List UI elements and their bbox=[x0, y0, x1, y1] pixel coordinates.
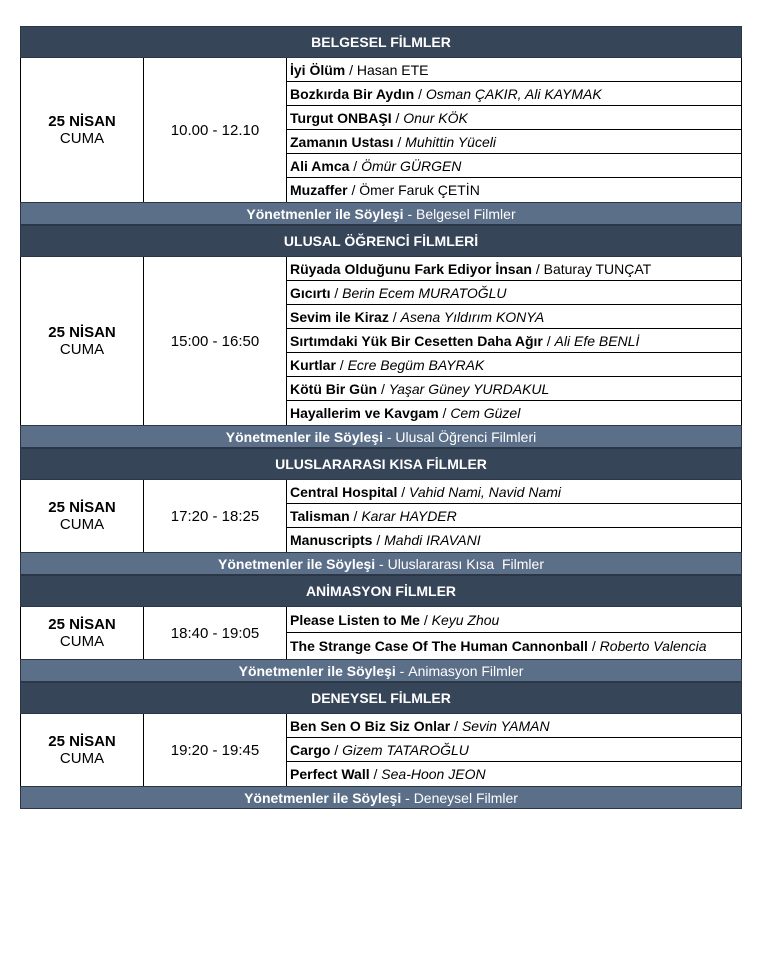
film-director: Ömer Faruk ÇETİN bbox=[359, 182, 480, 198]
film-row bbox=[287, 528, 741, 552]
q-and-a-topic: Belgesel Filmler bbox=[416, 205, 516, 222]
date-cell bbox=[21, 257, 144, 425]
separator: / bbox=[587, 638, 600, 654]
q-and-a-label: Yönetmenler ile Söyleşi bbox=[218, 555, 376, 572]
q-and-a-row bbox=[20, 425, 742, 448]
time-cell: 17:20 - 18:25 bbox=[144, 480, 287, 552]
film-title: Muzaffer bbox=[290, 182, 348, 198]
separator: / bbox=[531, 260, 544, 277]
film-director: Mahdi IRAVANI bbox=[384, 532, 481, 548]
film-row bbox=[287, 353, 741, 377]
film-director: Onur KÖK bbox=[403, 109, 468, 126]
film-director: Muhittin Yüceli bbox=[405, 133, 496, 150]
date-label: 25 NİSAN bbox=[48, 499, 116, 516]
q-and-a-topic: Uluslararası Kısa Filmler bbox=[387, 555, 544, 572]
section-header: ULUSAL ÖĞRENCİ FİLMLERİ bbox=[20, 225, 742, 257]
film-title: Turgut ONBAŞI bbox=[290, 109, 392, 126]
film-row bbox=[287, 480, 741, 504]
separator: / bbox=[419, 611, 432, 628]
date-cell bbox=[21, 480, 144, 552]
film-director: Vahid Nami, Navid Nami bbox=[409, 483, 562, 500]
film-row bbox=[287, 82, 741, 106]
time-cell: 19:20 - 19:45 bbox=[144, 714, 287, 786]
section-block bbox=[20, 607, 742, 659]
film-row bbox=[287, 762, 741, 786]
film-title: Sevim ile Kiraz bbox=[290, 308, 389, 325]
film-row bbox=[287, 401, 741, 425]
film-director: Ali Efe BENLİ bbox=[554, 332, 640, 349]
q-and-a-label: Yönetmenler ile Söyleşi bbox=[246, 205, 404, 222]
q-and-a-separator: - bbox=[403, 205, 417, 222]
film-title: The Strange Case Of The Human Cannonball bbox=[290, 638, 588, 654]
film-title: Rüyada Olduğunu Fark Ediyor İnsan bbox=[290, 260, 532, 277]
film-director: Yaşar Güney YURDAKUL bbox=[388, 380, 550, 397]
q-and-a-row bbox=[20, 786, 742, 809]
separator: / bbox=[372, 532, 385, 548]
film-list bbox=[287, 58, 741, 202]
film-director: Gizem TATAROĞLU bbox=[342, 741, 469, 758]
film-row bbox=[287, 329, 741, 353]
separator: / bbox=[345, 61, 357, 78]
separator: / bbox=[349, 507, 362, 524]
film-title: Kurtlar bbox=[290, 356, 336, 373]
section-block bbox=[20, 58, 742, 202]
film-director: Berin Ecem MURATOĞLU bbox=[342, 284, 507, 301]
q-and-a-row bbox=[20, 552, 742, 575]
film-row bbox=[287, 714, 741, 738]
film-title: Sırtımdaki Yük Bir Cesetten Daha Ağır bbox=[290, 332, 543, 349]
q-and-a-separator: - bbox=[395, 662, 409, 679]
time-cell: 18:40 - 19:05 bbox=[144, 607, 287, 659]
time-cell: 10.00 - 12.10 bbox=[144, 58, 287, 202]
day-label: CUMA bbox=[59, 750, 105, 767]
separator: / bbox=[377, 380, 389, 397]
film-list bbox=[287, 714, 741, 786]
section-block bbox=[20, 480, 742, 552]
film-title: Central Hospital bbox=[290, 483, 398, 500]
date-cell bbox=[21, 607, 144, 659]
q-and-a-separator: - bbox=[382, 428, 396, 445]
film-row bbox=[287, 58, 741, 82]
date-label: 25 NİSAN bbox=[48, 113, 116, 130]
film-director: Roberto Valencia bbox=[599, 638, 707, 654]
festival-schedule bbox=[20, 26, 742, 809]
film-row bbox=[287, 377, 741, 401]
section-header: ULUSLARARASI KISA FİLMLER bbox=[20, 448, 742, 480]
film-director: Asena Yıldırım KONYA bbox=[400, 308, 545, 325]
film-row bbox=[287, 504, 741, 528]
q-and-a-label: Yönetmenler ile Söyleşi bbox=[225, 428, 383, 445]
separator: / bbox=[330, 741, 343, 758]
film-row bbox=[287, 738, 741, 762]
separator: / bbox=[393, 133, 406, 150]
film-list bbox=[287, 480, 741, 552]
film-list bbox=[287, 607, 741, 659]
film-director: Keyu Zhou bbox=[431, 611, 500, 628]
day-label: CUMA bbox=[59, 130, 105, 147]
separator: / bbox=[542, 332, 555, 349]
film-row bbox=[287, 154, 741, 178]
separator: / bbox=[397, 483, 410, 500]
separator: / bbox=[414, 85, 426, 102]
q-and-a-separator: - bbox=[375, 555, 388, 572]
date-label: 25 NİSAN bbox=[48, 616, 116, 633]
day-label: CUMA bbox=[59, 341, 105, 358]
film-title: Perfect Wall bbox=[290, 766, 370, 782]
film-title: Kötü Bir Gün bbox=[290, 380, 378, 397]
film-title: Please Listen to Me bbox=[290, 611, 420, 628]
separator: / bbox=[388, 308, 401, 325]
q-and-a-topic: Deneysel Filmler bbox=[413, 789, 518, 806]
q-and-a-label: Yönetmenler ile Söyleşi bbox=[244, 789, 402, 806]
separator: / bbox=[450, 717, 462, 734]
film-row bbox=[287, 257, 741, 281]
film-title: Ali Amca bbox=[290, 157, 350, 174]
q-and-a-topic: Animasyon Filmler bbox=[408, 662, 524, 679]
film-row bbox=[287, 281, 741, 305]
film-director: Hasan ETE bbox=[356, 61, 429, 78]
film-director: Sevin YAMAN bbox=[461, 717, 550, 734]
film-title: Zamanın Ustası bbox=[290, 133, 394, 150]
time-cell: 15:00 - 16:50 bbox=[144, 257, 287, 425]
separator: / bbox=[391, 109, 404, 126]
section-block bbox=[20, 714, 742, 786]
film-row bbox=[287, 178, 741, 202]
film-title: Manuscripts bbox=[290, 532, 373, 548]
date-label: 25 NİSAN bbox=[48, 324, 116, 341]
film-title: İyi Ölüm bbox=[290, 61, 346, 78]
film-director: Baturay TUNÇAT bbox=[543, 260, 652, 277]
q-and-a-row bbox=[20, 202, 742, 225]
section-block bbox=[20, 257, 742, 425]
film-director: Osman ÇAKIR, Ali KAYMAK bbox=[425, 85, 602, 102]
film-row bbox=[287, 130, 741, 154]
separator: / bbox=[347, 182, 360, 198]
q-and-a-row bbox=[20, 659, 742, 682]
separator: / bbox=[369, 766, 382, 782]
film-list bbox=[287, 257, 741, 425]
section-header: ANİMASYON FİLMLER bbox=[20, 575, 742, 607]
film-director: Sea-Hoon JEON bbox=[381, 766, 486, 782]
section-header: DENEYSEL FİLMLER bbox=[20, 682, 742, 714]
film-title: Gıcırtı bbox=[290, 284, 331, 301]
separator: / bbox=[438, 405, 451, 421]
film-row bbox=[287, 633, 741, 659]
separator: / bbox=[349, 157, 362, 174]
film-row bbox=[287, 106, 741, 130]
date-cell bbox=[21, 714, 144, 786]
separator: / bbox=[335, 356, 348, 373]
film-director: Ömür GÜRGEN bbox=[361, 157, 462, 174]
date-label: 25 NİSAN bbox=[48, 733, 116, 750]
q-and-a-label: Yönetmenler ile Söyleşi bbox=[238, 662, 396, 679]
date-cell bbox=[21, 58, 144, 202]
film-row bbox=[287, 305, 741, 329]
separator: / bbox=[330, 284, 343, 301]
film-row bbox=[287, 607, 741, 633]
film-title: Hayallerim ve Kavgam bbox=[290, 405, 439, 421]
q-and-a-topic: Ulusal Öğrenci Filmleri bbox=[395, 428, 537, 445]
day-label: CUMA bbox=[59, 516, 105, 533]
film-director: Karar HAYDER bbox=[361, 507, 457, 524]
q-and-a-separator: - bbox=[401, 789, 414, 806]
film-title: Ben Sen O Biz Siz Onlar bbox=[290, 717, 451, 734]
film-director: Ecre Begüm BAYRAK bbox=[347, 356, 485, 373]
film-title: Bozkırda Bir Aydın bbox=[290, 85, 415, 102]
day-label: CUMA bbox=[59, 633, 105, 650]
film-title: Cargo bbox=[290, 741, 331, 758]
film-title: Talisman bbox=[290, 507, 350, 524]
section-header: BELGESEL FİLMLER bbox=[20, 26, 742, 58]
film-director: Cem Güzel bbox=[450, 405, 521, 421]
